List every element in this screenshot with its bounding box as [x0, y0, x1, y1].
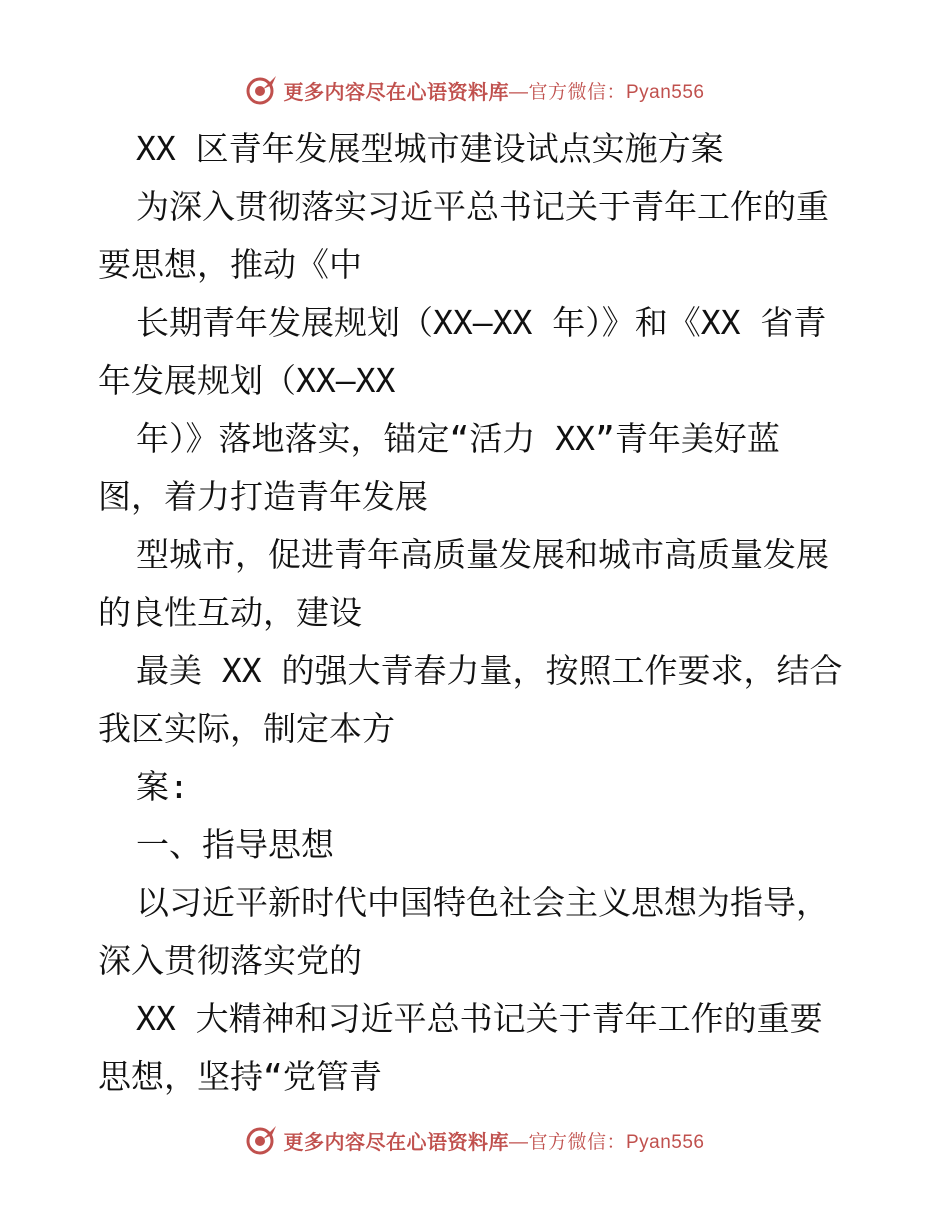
- text-line: 型城市，促进青年高质量发展和城市高质量发展: [136, 535, 829, 574]
- watermark-header: [0, 70, 950, 110]
- text-line: 案:: [136, 767, 189, 806]
- document-body: [98, 120, 858, 1106]
- text-line: 我区实际，制定本方: [98, 709, 395, 748]
- text-line: 图，着力打造青年发展: [98, 477, 428, 516]
- watermark-footer: [0, 1120, 950, 1160]
- document-title: XX 区青年发展型城市建设试点实施方案: [136, 129, 724, 168]
- quill-logo-icon: [245, 1123, 279, 1157]
- text-line: 深入贯彻落实党的: [98, 941, 362, 980]
- text-line: 的良性互动，建设: [98, 593, 362, 632]
- text-line: 年）》落地落实，锚定“活力 XX”青年美好蓝: [136, 419, 780, 458]
- watermark-sub-text: —官方微信：Pyan556: [508, 81, 705, 103]
- text-line: 以习近平新时代中国特色社会主义思想为指导，: [136, 883, 829, 922]
- text-line: 为深入贯彻落实习近平总书记关于青年工作的重: [136, 187, 829, 226]
- quill-logo-icon: [245, 73, 279, 107]
- watermark-main-text: 更多内容尽在心语资料库: [283, 79, 509, 104]
- text-line: 年发展规划（XX—XX: [98, 361, 396, 400]
- text-line: XX 大精神和习近平总书记关于青年工作的重要: [136, 999, 823, 1038]
- text-line: 最美 XX 的强大青春力量，按照工作要求，结合: [136, 651, 843, 690]
- watermark-sub-text: —官方微信：Pyan556: [508, 1131, 705, 1153]
- text-line: 要思想，推动《中: [98, 245, 362, 284]
- section-heading: 一、指导思想: [136, 825, 334, 864]
- text-line: 思想，坚持“党管青: [98, 1057, 382, 1096]
- watermark-main-text: 更多内容尽在心语资料库: [283, 1129, 509, 1154]
- text-line: 长期青年发展规划（XX—XX 年）》和《XX 省青: [136, 303, 827, 342]
